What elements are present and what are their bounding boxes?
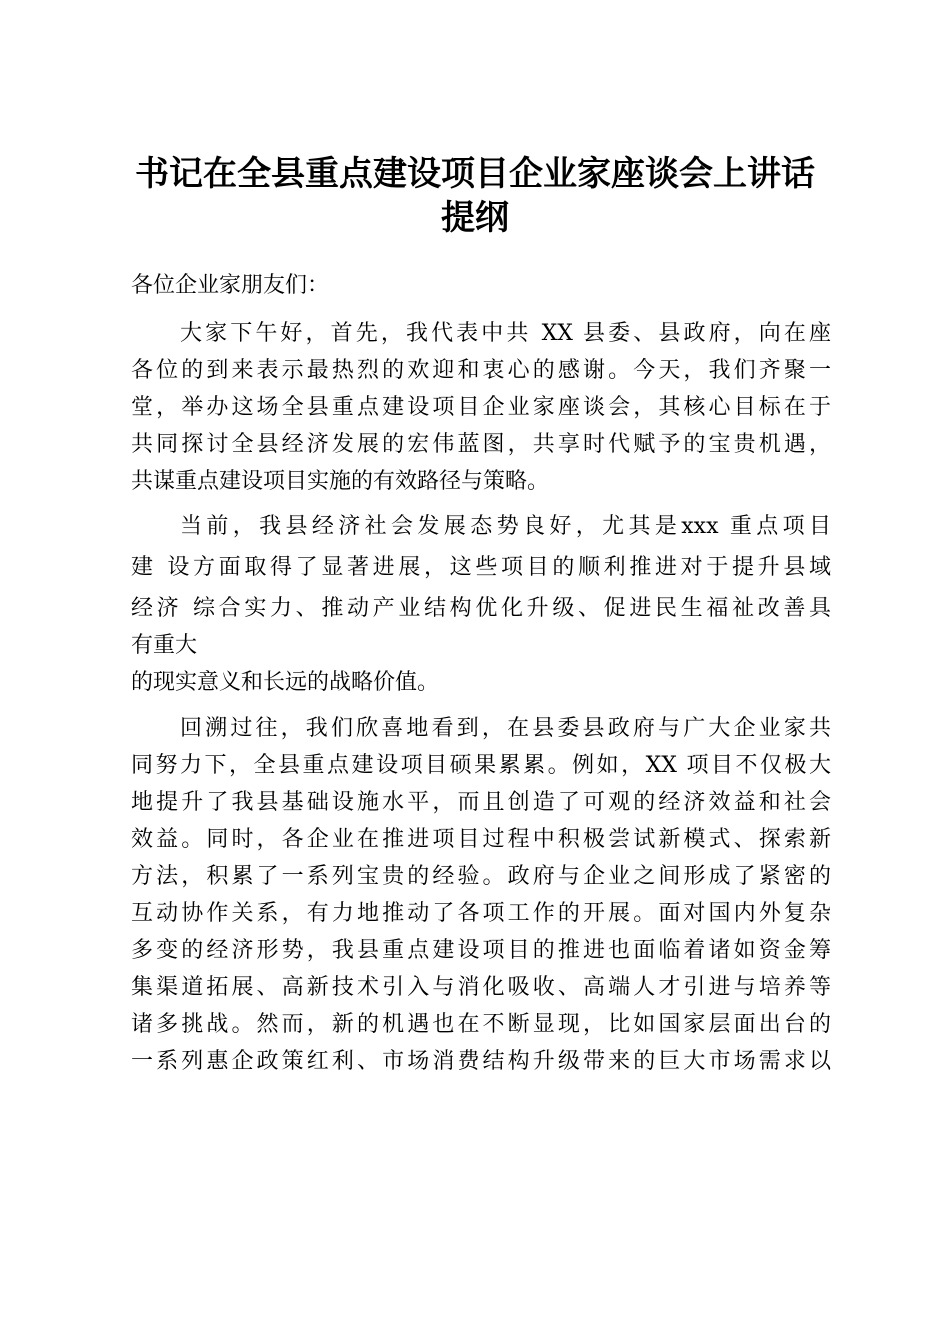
paragraph-2-line-5: 的现实意义和长远的战略价值。 (131, 670, 440, 695)
document-title-line-1: 书记在全县重点建设项目企业家座谈会上讲话 (135, 154, 815, 194)
paragraph-3-line-9: 诸多挑战。然而，新的机遇也在不断显现，比如国家层面出台的 (131, 1012, 831, 1037)
paragraph-3-line-5: 方法，积累了一系列宝贵的经验。政府与企业之间形成了紧密的 (131, 864, 831, 889)
paragraph-1-line-4: 共同探讨全县经济发展的宏伟蓝图，共享时代赋予的宝贵机遇， (131, 432, 831, 457)
paragraph-3-line-3: 地提升了我县基础设施水平，而且创造了可观的经济效益和社会 (131, 790, 831, 815)
paragraph-2-line-3: 经济 综合实力、推动产业结构优化升级、促进民生福祉改善具 (131, 596, 831, 621)
paragraph-3-line-8: 集渠道拓展、高新技术引入与消化吸收、高端人才引进与培养等 (131, 975, 831, 1000)
paragraph-3-line-4: 效益。同时，各企业在推进项目过程中积极尝试新模式、探索新 (131, 827, 831, 852)
paragraph-2-line-1: 当前，我县经济社会发展态势良好，尤其是xxx 重点项目 (180, 514, 831, 539)
paragraph-2-line-4: 有重大 (131, 633, 198, 658)
paragraph-3-line-2: 同努力下，全县重点建设项目硕果累累。例如，XX 项目不仅极大 (131, 753, 831, 778)
paragraph-3-line-7: 多变的经济形势，我县重点建设项目的推进也面临着诸如资金筹 (131, 938, 831, 963)
document-title-line-2: 提纲 (441, 198, 509, 238)
salutation: 各位企业家朋友们： (131, 273, 330, 298)
paragraph-1-line-3: 堂，举办这场全县重点建设项目企业家座谈会，其核心目标在于 (131, 395, 831, 420)
paragraph-1-line-5: 共谋重点建设项目实施的有效路径与策略。 (131, 469, 550, 494)
paragraph-1-line-2: 各位的到来表示最热烈的欢迎和衷心的感谢。今天，我们齐聚一 (131, 358, 831, 383)
paragraph-1-line-1: 大家下午好，首先，我代表中共 XX 县委、县政府，向在座 (180, 321, 831, 346)
paragraph-3-line-6: 互动协作关系，有力地推动了各项工作的开展。面对国内外复杂 (131, 901, 831, 926)
paragraph-3-line-1: 回溯过往，我们欣喜地看到，在县委县政府与广大企业家共 (180, 716, 831, 741)
paragraph-2-line-2: 建 设方面取得了显著进展，这些项目的顺利推进对于提升县域 (131, 555, 831, 580)
paragraph-3-line-10: 一系列惠企政策红利、市场消费结构升级带来的巨大市场需求以 (131, 1049, 831, 1074)
